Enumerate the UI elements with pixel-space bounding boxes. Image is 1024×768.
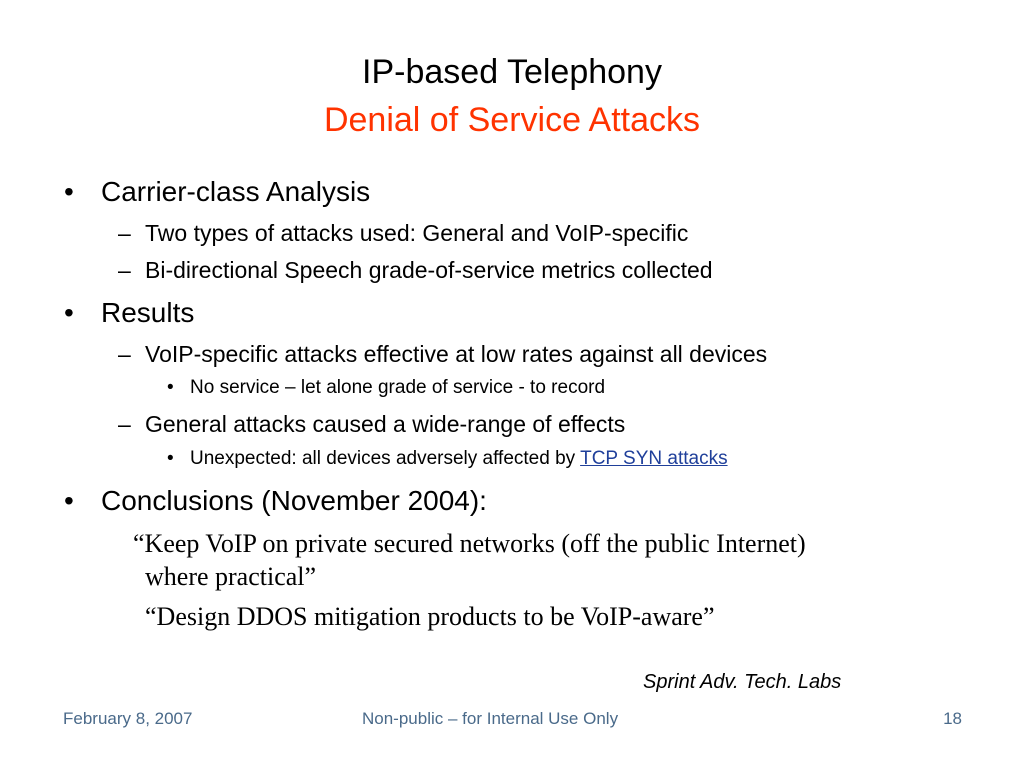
bullet-marker: •	[64, 297, 74, 328]
sub-bullet-marker: •	[167, 448, 174, 469]
item-no-service: No service – let alone grade of service - to record	[190, 377, 606, 398]
attribution: Sprint Adv. Tech. Labs	[643, 671, 842, 693]
dash-marker: –	[118, 341, 131, 367]
heading-conclusions: Conclusions (November 2004):	[101, 485, 487, 516]
item-attack-types: Two types of attacks used: General and VoIP-specific	[145, 220, 689, 246]
bullet-marker: •	[64, 485, 74, 516]
slide-subtitle: Denial of Service Attacks	[323, 101, 701, 139]
item-unexpected-effects	[190, 447, 728, 471]
footer-classification: Non-public – for Internal Use Only	[362, 709, 619, 728]
sub-bullet-marker: •	[167, 377, 174, 398]
dash-marker: –	[118, 257, 131, 283]
dash-marker: –	[118, 220, 131, 246]
slide-title: IP-based Telephony	[362, 53, 662, 91]
item-unexpected-text: Unexpected: all devices adversely affected by	[190, 448, 581, 469]
bullet-marker: •	[64, 176, 74, 207]
heading-results: Results	[101, 297, 195, 328]
tcp-syn-attacks-link[interactable]: TCP SYN attacks	[580, 448, 728, 469]
heading-carrier-class-analysis: Carrier-class Analysis	[101, 176, 371, 207]
quote-keep-voip-private-continued: where practical”	[145, 562, 317, 591]
item-speech-metrics: Bi-directional Speech grade-of-service metrics collected	[145, 257, 713, 283]
footer-page-number: 18	[943, 709, 962, 728]
footer-date: February 8, 2007	[63, 709, 193, 728]
quote-keep-voip-private: “Keep VoIP on private secured networks (off the public Internet)	[133, 529, 806, 558]
item-general-attacks: General attacks caused a wide-range of effects	[145, 411, 626, 437]
item-voip-specific-effective: VoIP-specific attacks effective at low rates against all devices	[145, 341, 768, 367]
dash-marker: –	[118, 411, 131, 437]
quote-design-ddos-mitigation: “Design DDOS mitigation products to be VoIP-aware”	[145, 602, 715, 631]
